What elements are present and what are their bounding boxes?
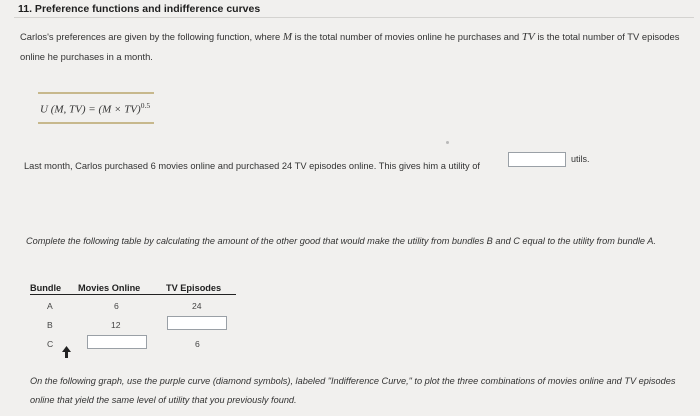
row-c-movies-input[interactable] — [87, 335, 147, 349]
intro-paragraph — [20, 27, 688, 66]
header-tv-episodes: TV Episodes — [166, 282, 222, 293]
header-bundle: Bundle — [30, 282, 62, 293]
row-a-movies: 6 — [114, 301, 119, 311]
formula-lhs: U (M, TV) = (M × TV) — [40, 103, 141, 116]
formula-exponent: 0.5 — [140, 101, 151, 110]
intro-text-c: is the total number of TV episodes online he purchases in a month. — [20, 31, 680, 62]
stray-dot — [446, 141, 449, 144]
table-instruction: Complete the following table by calculating the amount of the other good that would make the utility from bundles B and C equal to the utility from bundle A. — [26, 236, 656, 246]
intro-text-b: is the total number of movies online he purchases and — [292, 31, 522, 42]
mouse-pointer-icon — [62, 346, 71, 358]
formula-top-rule — [38, 92, 154, 94]
variable-m: M — [282, 31, 293, 43]
row-a-tv: 24 — [192, 301, 202, 311]
graph-instruction: On the following graph, use the purple curve (diamond symbols), labeled "Indifference Curve," to plot the three combinations of movies online and TV episodes online that yield the same level of utility that you previously found. — [30, 376, 676, 405]
row-b-tv-input[interactable] — [167, 316, 227, 330]
row-c-bundle: C — [47, 339, 54, 349]
row-b-bundle: B — [47, 320, 53, 330]
intro-text-a: Carlos's preferences are given by the following function, where — [20, 31, 283, 42]
row-a-bundle: A — [47, 301, 53, 311]
utils-label: utils. — [571, 154, 590, 164]
utility-formula-box — [38, 92, 154, 125]
table-header-underline — [30, 294, 236, 295]
header-movies-online: Movies Online — [78, 282, 141, 293]
row-c-tv: 6 — [195, 339, 200, 349]
formula-bottom-rule — [38, 122, 154, 124]
utility-formula — [40, 101, 150, 116]
title-divider — [14, 17, 694, 18]
bundle-table — [30, 280, 236, 295]
question-title: 11. Preference functions and indifference curves — [18, 3, 261, 15]
row-b-movies: 12 — [111, 320, 121, 330]
table-header-row — [30, 280, 236, 295]
variable-tv: TV — [521, 31, 535, 43]
utility-answer-input[interactable] — [508, 152, 566, 167]
utility-sentence: Last month, Carlos purchased 6 movies online and purchased 24 TV episodes online. This gives him a utility of — [24, 161, 480, 171]
